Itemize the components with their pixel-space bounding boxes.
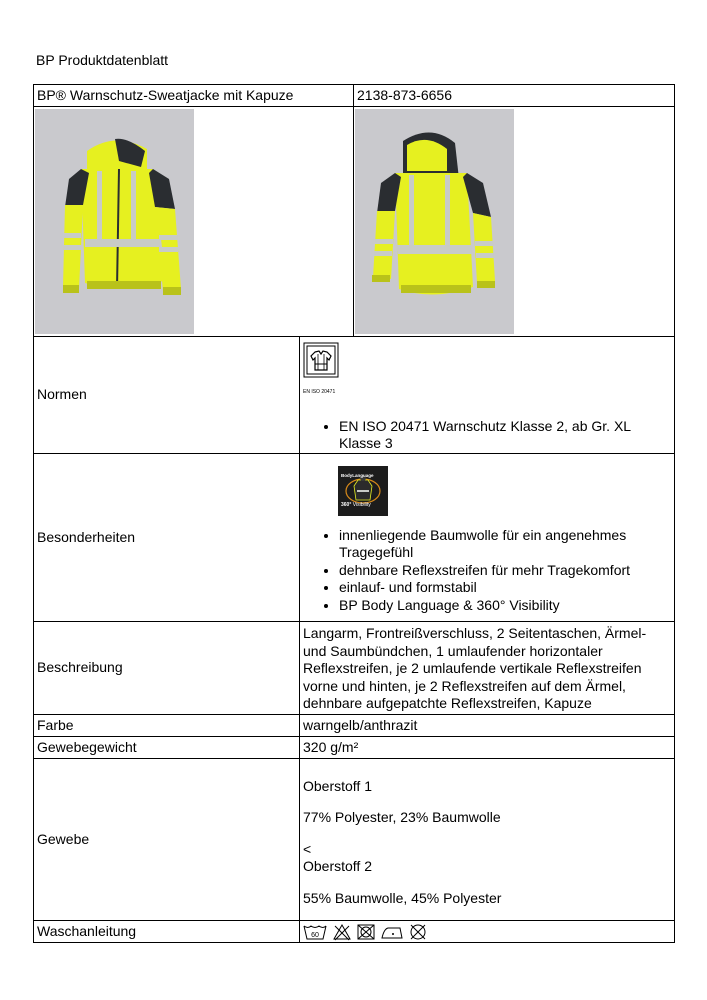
normen-row [34, 337, 675, 454]
badge-caption-bold: 360° [341, 502, 352, 509]
product-data-table [33, 84, 675, 943]
normen-value [300, 337, 675, 454]
waschanleitung-row [34, 921, 675, 943]
en-iso-20471-pictogram [303, 342, 339, 402]
product-photo-row [34, 107, 675, 337]
besonderheiten-value [300, 454, 675, 622]
farbe-label: Farbe [34, 715, 300, 737]
material2-title: Oberstoff 2 [303, 858, 373, 875]
body-language-badge [338, 466, 388, 516]
besonderheiten-label: Besonderheiten [34, 454, 300, 622]
product-header-row [34, 85, 675, 107]
hi-vis-jacket-icon [303, 342, 339, 378]
gewebe-value [300, 759, 675, 921]
gewebegewicht-row [34, 737, 675, 759]
material1-title: Oberstoff 1 [303, 777, 373, 794]
document-title: BP Produktdatenblatt [36, 52, 169, 68]
normen-list [303, 418, 671, 453]
farbe-row [34, 715, 675, 737]
beschreibung-value: Langarm, Frontreißverschluss, 2 Seitentaschen, Ärmel- und Saumbündchen, 1 umlaufender horizontaler Reflexstreifen, je 2 umlaufende vertikale Reflexstreifen vorne und hinten, je 2 Reflexstreifen auf dem Ärmel, dehnbare aufgepatchte Reflexstreifen, Kapuze [300, 622, 675, 715]
list-item: • dehnbare Reflexstreifen für mehr Tragekomfort [339, 562, 671, 580]
front-photo-cell [34, 107, 354, 337]
list-item: • EN ISO 20471 Warnschutz Klasse 2, ab Gr. XL Klasse 3 [339, 418, 671, 453]
back-photo-cell [354, 107, 675, 337]
article-number: 2138-873-6656 [354, 85, 675, 107]
besonderheiten-list [303, 527, 671, 615]
list-item: • BP Body Language & 360° Visibility [339, 597, 671, 615]
jacket-front-photo [35, 109, 194, 334]
material2-value: 55% Baumwolle, 45% Polyester [303, 889, 502, 906]
beschreibung-row [34, 622, 675, 715]
material-separator: < [303, 840, 312, 857]
care-symbols [302, 922, 672, 941]
farbe-value: warngelb/anthrazit [300, 715, 675, 737]
badge-caption: Visibility [352, 502, 371, 509]
waschanleitung-label: Waschanleitung [34, 921, 300, 943]
pictogram-caption: EN ISO 20471 [303, 389, 336, 395]
material1-value: 77% Polyester, 23% Baumwolle [303, 809, 501, 826]
normen-label: Normen [34, 337, 300, 454]
beschreibung-label: Beschreibung [34, 622, 300, 715]
no-tumble-dry-icon [356, 923, 376, 941]
jacket-back-photo [355, 109, 514, 334]
gewebe-label: Gewebe [34, 759, 300, 921]
wash-temp: 60 [311, 932, 319, 939]
besonderheiten-row [34, 454, 675, 622]
waschanleitung-value [300, 921, 675, 943]
list-item: • einlauf- und formstabil [339, 579, 671, 597]
no-bleach-icon [332, 923, 352, 941]
wash-60-icon [302, 923, 328, 941]
gewebe-row [34, 759, 675, 921]
gewebegewicht-label: Gewebegewicht [34, 737, 300, 759]
product-name: BP® Warnschutz-Sweatjacke mit Kapuze [34, 85, 354, 107]
badge-title: BodyLanguage [341, 472, 374, 478]
no-dry-clean-icon [408, 923, 428, 941]
list-item: • innenliegende Baumwolle für ein angenehmes Tragegefühl [339, 527, 671, 562]
gewebegewicht-value: 320 g/m² [300, 737, 675, 759]
iron-low-icon [380, 923, 404, 941]
